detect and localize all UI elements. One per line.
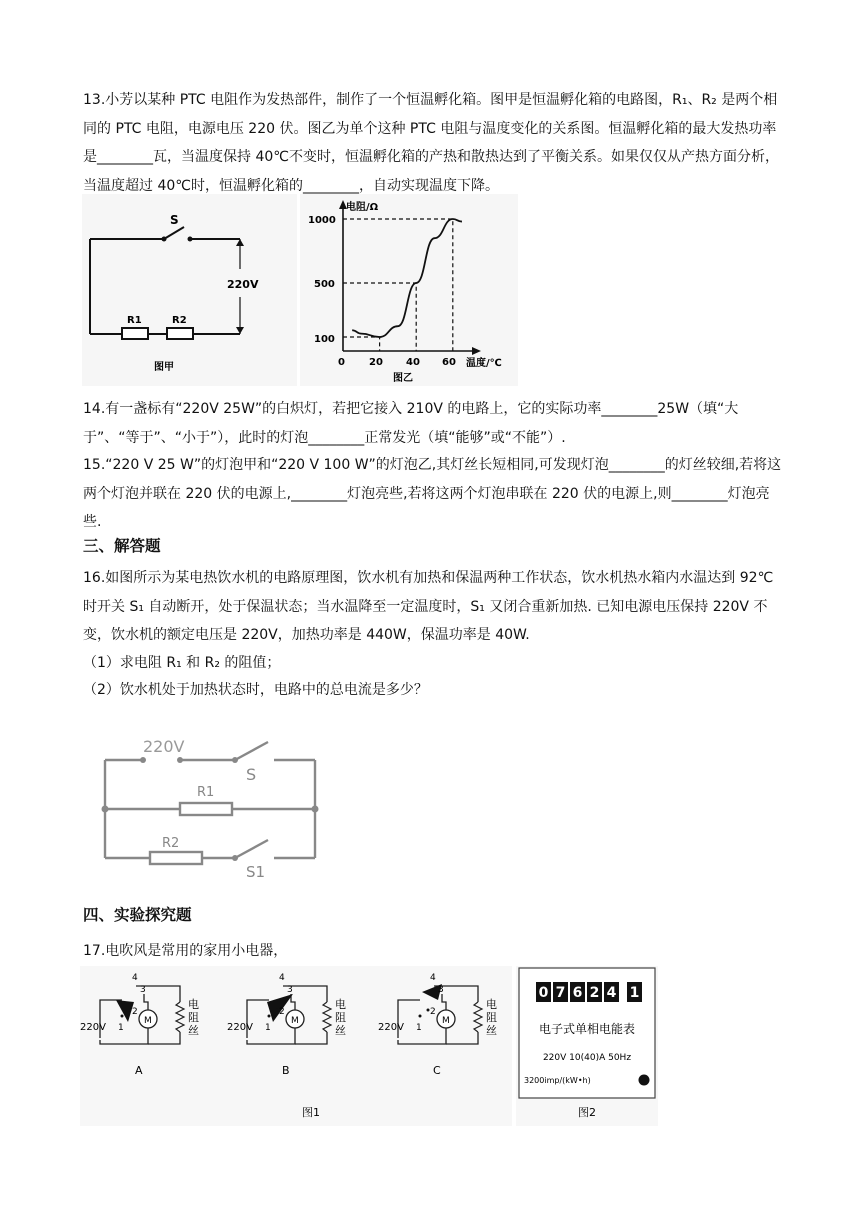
meter-spec: 220V 10(40)A 50Hz: [542, 1053, 632, 1063]
meter-last-digit: 1: [629, 985, 640, 1001]
y-tick-1000: 1000: [308, 215, 336, 226]
figure-2-caption: 图2: [578, 1106, 596, 1119]
heater-label-char: 丝: [188, 1024, 199, 1037]
contact-1-label: 1: [265, 1023, 271, 1033]
contact-1-label: 1: [416, 1023, 422, 1033]
resistor-r2: [150, 852, 202, 864]
y-tick-100: 100: [314, 334, 335, 345]
switch-s1-label: S1: [246, 863, 266, 881]
panel-label: B: [282, 1064, 290, 1077]
contact-2-label: 2: [430, 1007, 436, 1017]
figure-q16-circuit: [100, 730, 322, 885]
contact-2-label: 2: [279, 1007, 285, 1017]
meter-digit: 6: [572, 985, 583, 1001]
y-tick-500: 500: [314, 279, 335, 290]
motor-label: M: [291, 1016, 299, 1026]
motor-label: M: [144, 1016, 152, 1026]
contact-3-label: 3: [438, 985, 444, 995]
y-axis-label: 电阻/Ω: [346, 202, 379, 213]
meter-digit: 4: [606, 985, 617, 1001]
question-16-text: 16.如图所示为某电热饮水机的电路原理图，饮水机有加热和保温两种工作状态，饮水机热水箱内水温达到 92℃时开关 S₁ 自动断开，处于保温状态；当水温降至一定温度时，S₁ 又闭合重新加热. 已知电源电压保持 220V 不变，饮水机的额定电压是 220V，加热功率是 440W，保温功率是 40W.: [83, 570, 774, 643]
question-13-text: 13.小芳以某种 PTC 电阻作为发热部件，制作了一个恒温孵化箱。图甲是恒温孵化箱的电路图，R₁、R₂ 是两个相同的 PTC 电阻，电源电压 220 伏。图乙为单个这种 PTC 电阻与温度变化的关系图。恒温孵化箱的最大发热功率是________瓦，当温度保持 40℃不变时，恒温孵化箱的产热和散热达到了平衡关系。如果仅仅从产热方面分析，当温度超过 40℃时，恒温孵化箱的________，自动实现温度下降。: [83, 92, 779, 194]
heater-label-char: 阻: [188, 1011, 199, 1024]
contact-3-label: 3: [287, 985, 293, 995]
figure-jia-circuit: [82, 194, 297, 386]
switch-s-label: S: [170, 213, 179, 227]
switch-s-blade: [235, 742, 268, 760]
panel-label: C: [433, 1064, 441, 1077]
resistor-r2: [167, 328, 193, 339]
figure-1-hairdryer-circuits: [80, 966, 512, 1126]
motor-label: M: [442, 1016, 450, 1026]
r1-label: R1: [127, 315, 142, 326]
question-16-sub1: （1）求电阻 R₁ 和 R₂ 的阻值；: [83, 655, 281, 671]
voltage-label: 220V: [80, 1022, 106, 1033]
meter-digit: 0: [538, 985, 549, 1001]
switch-s-label: S: [246, 765, 257, 784]
contact-1-dot: [268, 1015, 271, 1018]
contact-4-label: 4: [132, 973, 138, 983]
meter-imp: 3200imp/(kW•h): [524, 1076, 591, 1085]
r2-label: R2: [162, 836, 180, 851]
section-4-heading: 四、实验探究题: [83, 906, 192, 924]
heater-label-char: 电: [486, 998, 497, 1011]
figure-yi-caption: 图乙: [393, 373, 413, 384]
x-tick-60: 60: [442, 357, 456, 368]
figure-1-caption: 图1: [302, 1106, 320, 1119]
contact-1-label: 1: [118, 1023, 124, 1033]
x-tick-20: 20: [369, 357, 383, 368]
figure-2-energy-meter: [516, 966, 658, 1126]
meter-indicator-light: [639, 1075, 650, 1086]
heater-label-char: 丝: [335, 1024, 346, 1037]
x-tick-40: 40: [406, 357, 420, 368]
r2-label: R2: [172, 315, 187, 326]
voltage-label: 220V: [143, 737, 185, 756]
x-tick-0: 0: [338, 357, 345, 368]
meter-title: 电子式单相电能表: [538, 1022, 636, 1036]
question-16-sub2: （2）饮水机处于加热状态时，电路中的总电流是多少？: [83, 682, 428, 698]
heater-label-char: 电: [335, 998, 346, 1011]
contact-4-label: 4: [279, 973, 285, 983]
section-3-heading: 三、解答题: [83, 537, 161, 555]
contact-3-label: 3: [140, 985, 146, 995]
heater-label-char: 电: [188, 998, 199, 1011]
resistor-r1: [180, 803, 232, 815]
question-17-text: 17.电吹风是常用的家用小电器，: [83, 943, 288, 959]
contact-2-label: 2: [132, 1007, 138, 1017]
question-14-text: 14.有一盏标有“220V 25W”的白炽灯，若把它接入 210V 的电路上，它的实际功率________25W（填“大于”、“等于”、“小于”），此时的灯泡________正常发光（填“能够”或“不能”）.: [83, 401, 739, 446]
heater-label-char: 阻: [486, 1011, 497, 1024]
voltage-label: 220V: [378, 1022, 404, 1033]
x-axis-label: 温度/℃: [466, 358, 502, 369]
heater-label-char: 阻: [335, 1011, 346, 1024]
meter-digit: 2: [589, 985, 600, 1001]
meter-digit: 7: [555, 985, 566, 1001]
panel-label: A: [135, 1064, 143, 1077]
voltage-label: 220V: [227, 278, 259, 291]
contact-1-dot: [121, 1015, 124, 1018]
resistor-r1: [122, 328, 148, 339]
figure-yi-chart: [300, 194, 518, 386]
question-15-text: 15.“220 V 25 W”的灯泡甲和“220 V 100 W”的灯泡乙,其灯丝长短相同,可发现灯泡________的灯丝较细,若将这两个灯泡并联在 220 伏的电源上,________灯泡亮些,若将这两个灯泡串联在 220 伏的电源上,则________灯泡亮些.: [83, 457, 782, 530]
contact-4-label: 4: [430, 973, 436, 983]
heater-label-char: 丝: [486, 1024, 497, 1037]
r1-label: R1: [197, 785, 215, 800]
contact-1-dot: [419, 1015, 422, 1018]
switch-s1-blade: [235, 840, 268, 858]
voltage-label: 220V: [227, 1022, 253, 1033]
figure-jia-caption: 图甲: [154, 362, 174, 373]
